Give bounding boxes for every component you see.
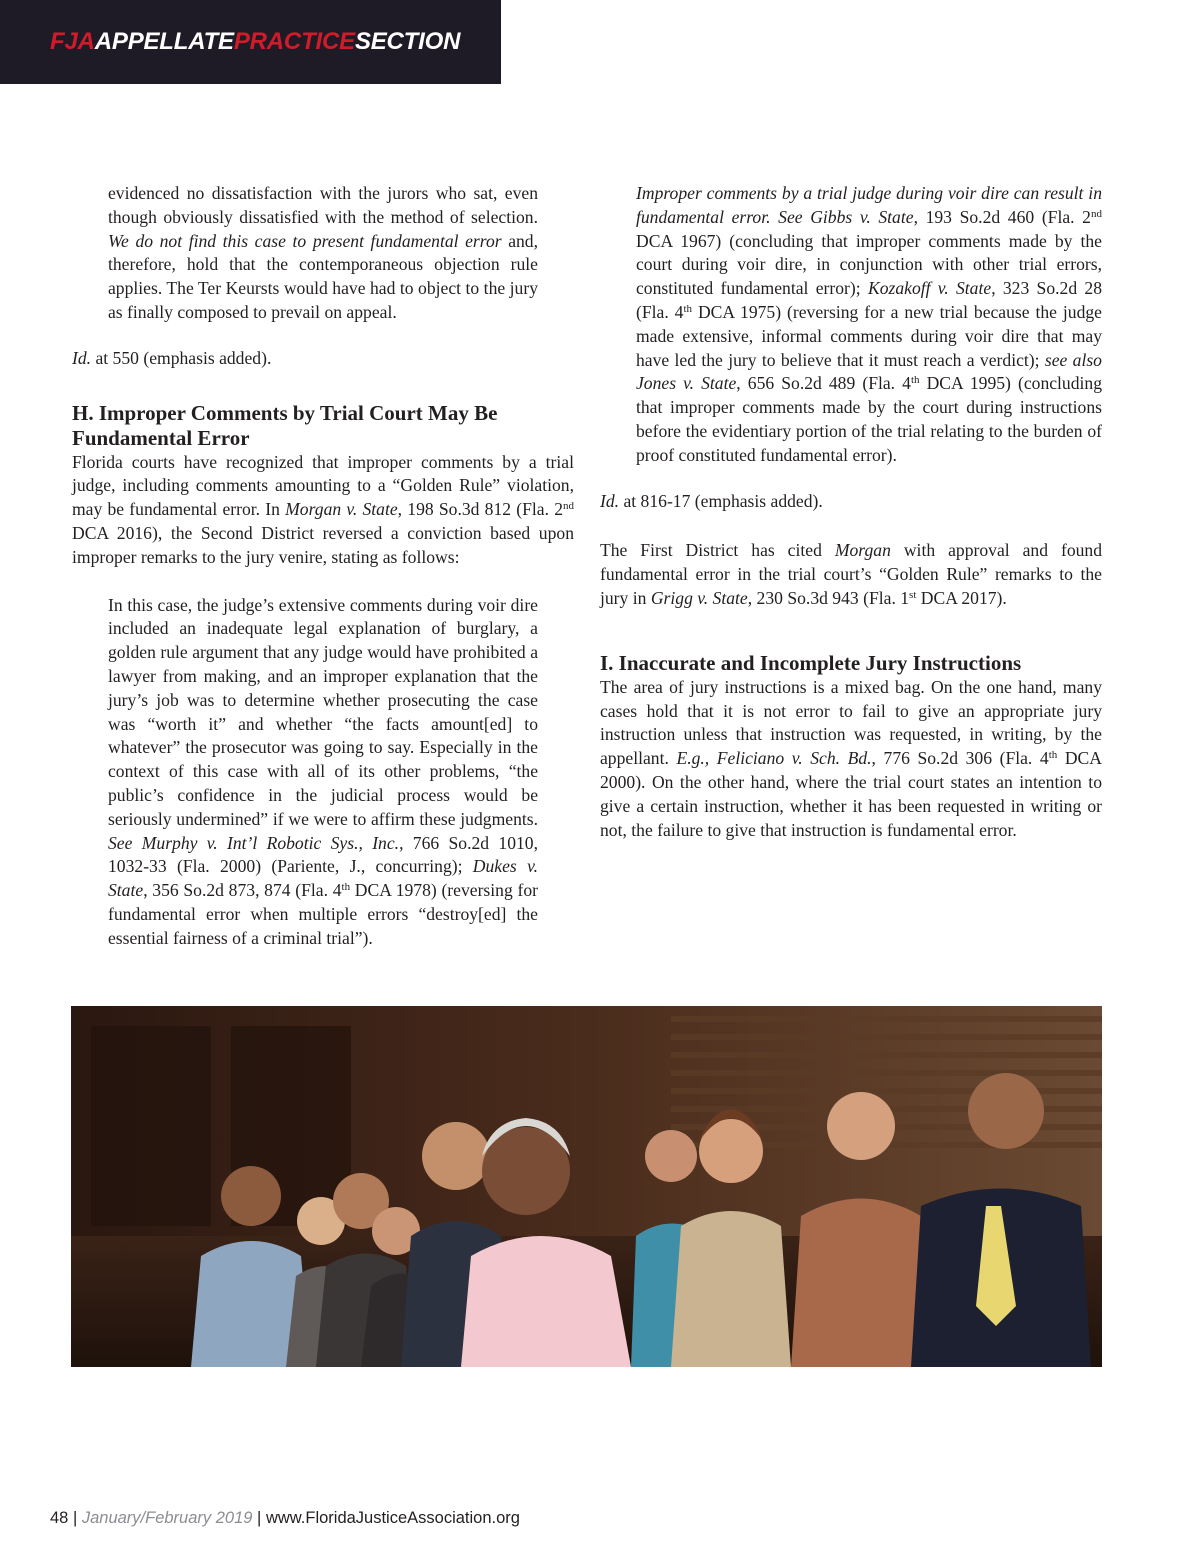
block-quote-continued: evidenced no dissatisfaction with the jurors who sat, even though obviously dissatisfied with the method of selection. We do not find this case to present fundamental error and, therefore, hold that the contemporaneous objection rule applies. The Ter Keursts would have had to object to the jury as finally composed to prevail on appeal.	[108, 183, 539, 322]
paragraph-first-district: The First District has cited Morgan with approval and found fundamental error in the trial court’s “Golden Rule” remarks to the jury in Grigg v. State, 230 So.3d 943 (Fla. 1st DCA 2017).	[600, 540, 1103, 608]
section-banner	[0, 0, 501, 84]
citation-id-816: Id. at 816-17 (emphasis added).	[600, 490, 823, 511]
left-column	[72, 182, 574, 951]
block-quote-morgan-continued: Improper comments by a trial judge during voir dire can result in fundamental error. See Gibbs v. State, 193 So.2d 460 (Fla. 2nd DCA 1967) (concluding that improper comments made by the court during voir dire, in conjunction with other trial errors, constituted fundamental error); Kozakoff v. State, 323 So.2d 28 (Fla. 4th DCA 1975) (reversing for a new trial because the judge made extensive, informal comments during voir dire that may have led the jury to believe that it must reach a verdict); see also Jones v. State, 656 So.2d 489 (Fla. 4th DCA 1995) (concluding that improper comments made by the court during instructions before the evidentiary portion of the trial relating to the burden of proof constituted fundamental error).	[636, 183, 1103, 465]
section-title-fja: FJA	[50, 28, 95, 55]
footer-separator: |	[257, 1509, 262, 1527]
section-title-practice: PRACTICE	[233, 28, 355, 55]
block-quote-morgan: In this case, the judge’s extensive comments during voir dire included an inadequate legal explanation of burglary, a golden rule argument that any judge would have prohibited a lawyer from making, and an improper explanation that the jury’s job was to determine whether prosecuting the case was “worth it” and whether “the facts amount[ed] to whatever” the prosecutor was going to say. Especially in the context of this case with all of its other problems, “the public’s confidence in the judicial process would be seriously undermined” if we were to affirm these judgments. See Murphy v. Int’l Robotic Sys., Inc., 766 So.2d 1010, 1032-33 (Fla. 2000) (Pariente, J., concurring); Dukes v. State, 356 So.2d 873, 874 (Fla. 4th DCA 1978) (reversing for fundamental error when multiple errors “destroy[ed] the essential fairness of a criminal trial”).	[108, 594, 538, 948]
website-url: www.FloridaJusticeAssociation.org	[265, 1509, 520, 1527]
footer-separator: |	[72, 1509, 78, 1527]
heading-h: H. Improper Comments by Trial Court May Be Fundamental Error	[72, 400, 498, 450]
page-footer	[50, 1509, 520, 1528]
paragraph-improper-comments: Florida courts have recognized that improper comments by a trial judge, including comments amounting to a “Golden Rule” violation, may be fundamental error. In Morgan v. State, 198 So.3d 812 (Fla. 2nd DCA 2016), the Second District reversed a conviction based upon improper remarks to the jury venire, stating as follows:	[72, 451, 574, 567]
citation-id-550: Id. at 550 (emphasis added).	[72, 347, 272, 368]
section-title	[50, 28, 460, 56]
jury-photo	[71, 1006, 1102, 1367]
issue-date: January/February 2019	[81, 1509, 253, 1527]
paragraph-jury-instructions: The area of jury instructions is a mixed bag. On the one hand, many cases hold that it is not error to fail to give an appropriate jury instruction unless that instruction was requested, in writing, by the appellant. E.g., Feliciano v. Sch. Bd., 776 So.2d 306 (Fla. 4th DCA 2000). On the other hand, where the trial court states an intention to give a certain instruction, whether it has been requested in writing or not, the failure to give that instruction is fundamental error.	[600, 676, 1102, 840]
section-title-appellate: APPELLATE	[94, 28, 234, 55]
page-number: 48	[50, 1509, 69, 1527]
section-title-section: SECTION	[354, 28, 461, 55]
right-column	[600, 182, 1102, 842]
jury-photo-image	[71, 1006, 1102, 1367]
heading-i: I. Inaccurate and Incomplete Jury Instructions	[600, 650, 1022, 675]
